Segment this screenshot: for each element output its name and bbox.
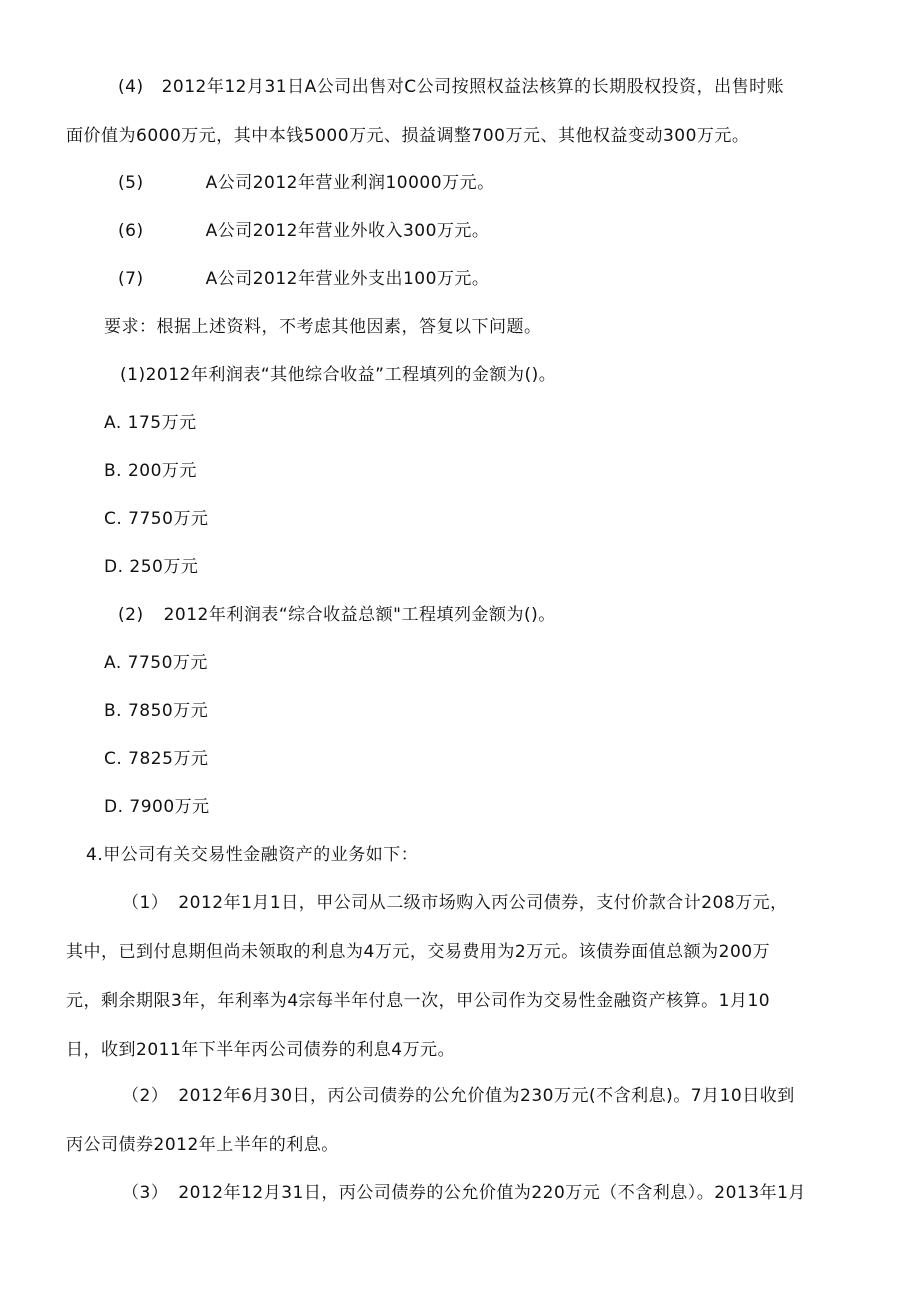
- section4-p1-line4: 日，收到2011年下半年丙公司债券的利息4万元。: [66, 1040, 456, 1060]
- item4-line2: 面价值为6000万元，其中本钱5000万元、损益调整700万元、其他权益变动300万元。: [66, 126, 750, 146]
- section4-p2-number: （2）: [122, 1086, 169, 1106]
- question2-stem-line: [118, 604, 556, 626]
- item7-number: (7): [118, 269, 144, 289]
- item5-number: (5): [118, 173, 144, 193]
- section4-p2-line1: [122, 1085, 795, 1107]
- section4-p3-line1: [122, 1182, 806, 1204]
- section4-p3-number: （3）: [122, 1183, 169, 1203]
- item5: [118, 172, 495, 194]
- question1-option-c: C. 7750万元: [104, 509, 209, 529]
- requirement-text: 要求：根据上述资料，不考虑其他因素，答复以下问题。: [104, 317, 542, 337]
- item6-number: (6): [118, 221, 144, 241]
- item6: [118, 220, 489, 242]
- question2-option-c: C. 7825万元: [104, 749, 209, 769]
- section4-p2-text-line1: 2012年6月30日，丙公司债券的公允价值为230万元(不含利息)。7月10日收到: [178, 1086, 795, 1106]
- section4-p1-line2: 其中，已到付息期但尚未领取的利息为4万元，交易费用为2万元。该债券面值总额为200万: [66, 942, 771, 962]
- item7-text: A公司2012年营业外支出100万元。: [205, 269, 490, 289]
- item4-number: (4): [118, 77, 144, 97]
- question1-stem: (1)2012年利润表“其他综合收益”工程填列的金额为()。: [120, 365, 557, 385]
- question2-option-b: B. 7850万元: [104, 701, 209, 721]
- question1-option-b: B. 200万元: [104, 461, 197, 481]
- section4-p1-number: （1）: [122, 893, 169, 913]
- section4-p1-text-line1: 2012年1月1日，甲公司从二级市场购入丙公司债券，支付价款合计208万元，: [178, 893, 788, 913]
- question1-option-a: A. 175万元: [104, 413, 197, 433]
- item4-line1: [118, 76, 784, 98]
- item6-text: A公司2012年营业外收入300万元。: [205, 221, 490, 241]
- item7: [118, 268, 489, 290]
- item4-text-line1: 2012年12月31日A公司出售对C公司按照权益法核算的长期股权投资，出售时账: [161, 77, 785, 97]
- section4-p1-line1: [122, 892, 788, 914]
- question2-stem: 2012年利润表“综合收益总额"工程填列金额为()。: [163, 605, 556, 625]
- question2-option-d: D. 7900万元: [104, 797, 210, 817]
- item5-text: A公司2012年营业利润10000万元。: [205, 173, 495, 193]
- question2-number: (2): [118, 605, 144, 625]
- question2-option-a: A. 7750万元: [104, 653, 208, 673]
- section4-p2-line2: 丙公司债券2012年上半年的利息。: [66, 1135, 339, 1155]
- question1-option-d: D. 250万元: [104, 557, 199, 577]
- section4-p1-line3: 元，剩余期限3年，年利率为4宗每半年付息一次，甲公司作为交易性金融资产核算。1月10: [66, 991, 771, 1011]
- section4-heading: 4.甲公司有关交易性金融资产的业务如下：: [86, 845, 419, 865]
- section4-p3-text-line1: 2012年12月31日，丙公司债券的公允价值为220万元（不含利息）。2013年1月: [178, 1183, 806, 1203]
